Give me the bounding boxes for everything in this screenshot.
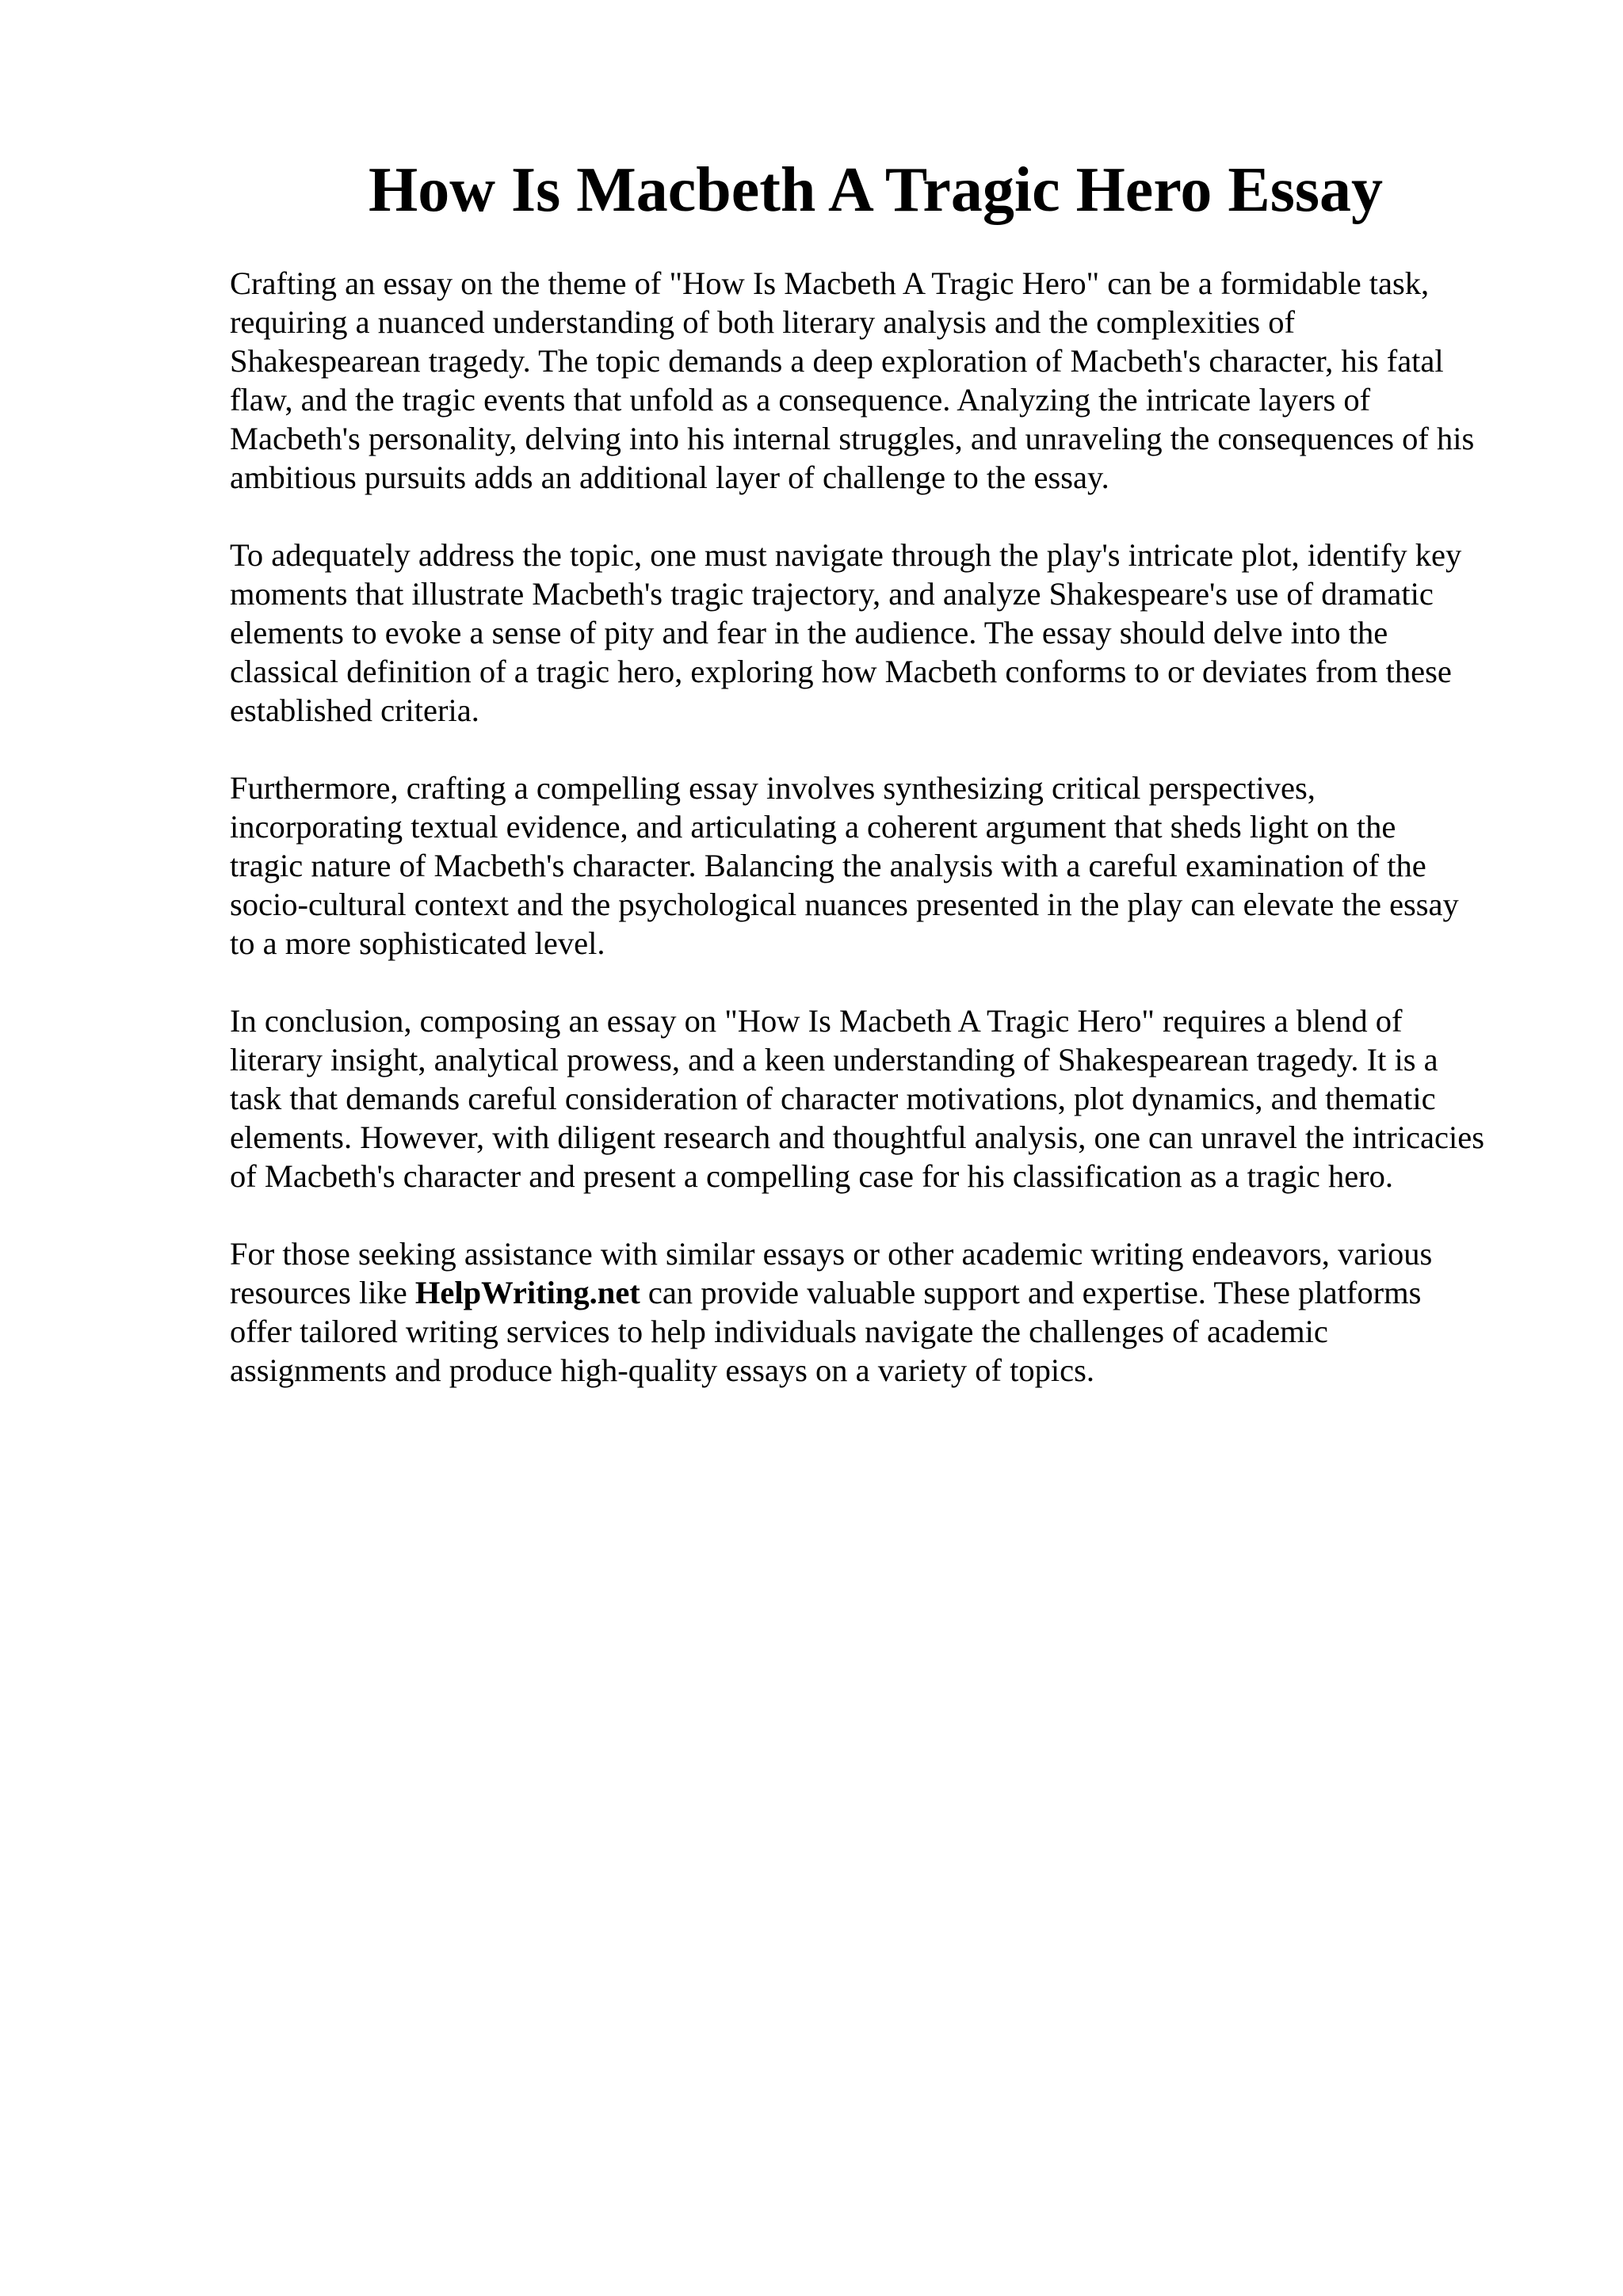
text-line: flaw, and the tragic events that unfold as a consequence. Analyzing the intricate layers of: [230, 382, 1371, 418]
text-line: elements to evoke a sense of pity and fear in the audience. The essay should delve into the: [230, 615, 1388, 650]
paragraph-5: [230, 1234, 1514, 1390]
text-line: ambitious pursuits adds an additional layer of challenge to the essay.: [230, 460, 1109, 495]
text-fragment: resources like: [230, 1275, 415, 1310]
text-line: Furthermore, crafting a compelling essay involves synthesizing critical perspectives,: [230, 770, 1316, 806]
text-line: Macbeth's personality, delving into his internal struggles, and unraveling the consequences of his: [230, 421, 1475, 456]
paragraph-4: [230, 1001, 1514, 1196]
text-line: In conclusion, composing an essay on "How Is Macbeth A Tragic Hero" requires a blend of: [230, 1003, 1403, 1039]
text-line: requiring a nuanced understanding of both literary analysis and the complexities of: [230, 304, 1295, 340]
text-fragment: can provide valuable support and expertise. These platforms: [640, 1275, 1422, 1310]
paragraph-1: [230, 264, 1514, 497]
text-line: classical definition of a tragic hero, exploring how Macbeth conforms to or deviates from these: [230, 654, 1452, 689]
document-body: [230, 264, 1514, 1428]
text-line: incorporating textual evidence, and articulating a coherent argument that sheds light on the: [230, 809, 1396, 845]
text-line: offer tailored writing services to help individuals navigate the challenges of academic: [230, 1314, 1328, 1349]
text-line: Crafting an essay on the theme of "How Is Macbeth A Tragic Hero" can be a formidable task,: [230, 265, 1430, 301]
paragraph-3: [230, 769, 1514, 963]
text-line: of Macbeth's character and present a compelling case for his classification as a tragic hero.: [230, 1158, 1394, 1194]
text-line: tragic nature of Macbeth's character. Balancing the analysis with a careful examination of the: [230, 848, 1426, 883]
text-line: established criteria.: [230, 692, 479, 728]
text-line: moments that illustrate Macbeth's tragic trajectory, and analyze Shakespeare's use of dramatic: [230, 576, 1434, 612]
helpwriting-link[interactable]: HelpWriting.net: [414, 1275, 640, 1310]
text-line: Shakespearean tragedy. The topic demands a deep exploration of Macbeth's character, his fatal: [230, 343, 1444, 379]
paragraph-2: [230, 536, 1514, 730]
text-line: socio-cultural context and the psychological nuances presented in the play can elevate the essay: [230, 887, 1459, 922]
text-line: task that demands careful consideration of character motivations, plot dynamics, and thematic: [230, 1081, 1436, 1116]
text-line: to a more sophisticated level.: [230, 925, 605, 961]
document-title: How Is Macbeth A Tragic Hero Essay: [369, 155, 1383, 225]
text-line: literary insight, analytical prowess, and a keen understanding of Shakespearean tragedy. It is a: [230, 1042, 1438, 1077]
text-line: elements. However, with diligent research and thoughtful analysis, one can unravel the intricacies: [230, 1119, 1484, 1155]
text-line: To adequately address the topic, one must navigate through the play's intricate plot, identify key: [230, 537, 1462, 573]
text-line: [230, 1273, 1514, 1312]
text-line: assignments and produce high-quality essays on a variety of topics.: [230, 1352, 1095, 1388]
text-line: For those seeking assistance with similar essays or other academic writing endeavors, various: [230, 1236, 1433, 1272]
